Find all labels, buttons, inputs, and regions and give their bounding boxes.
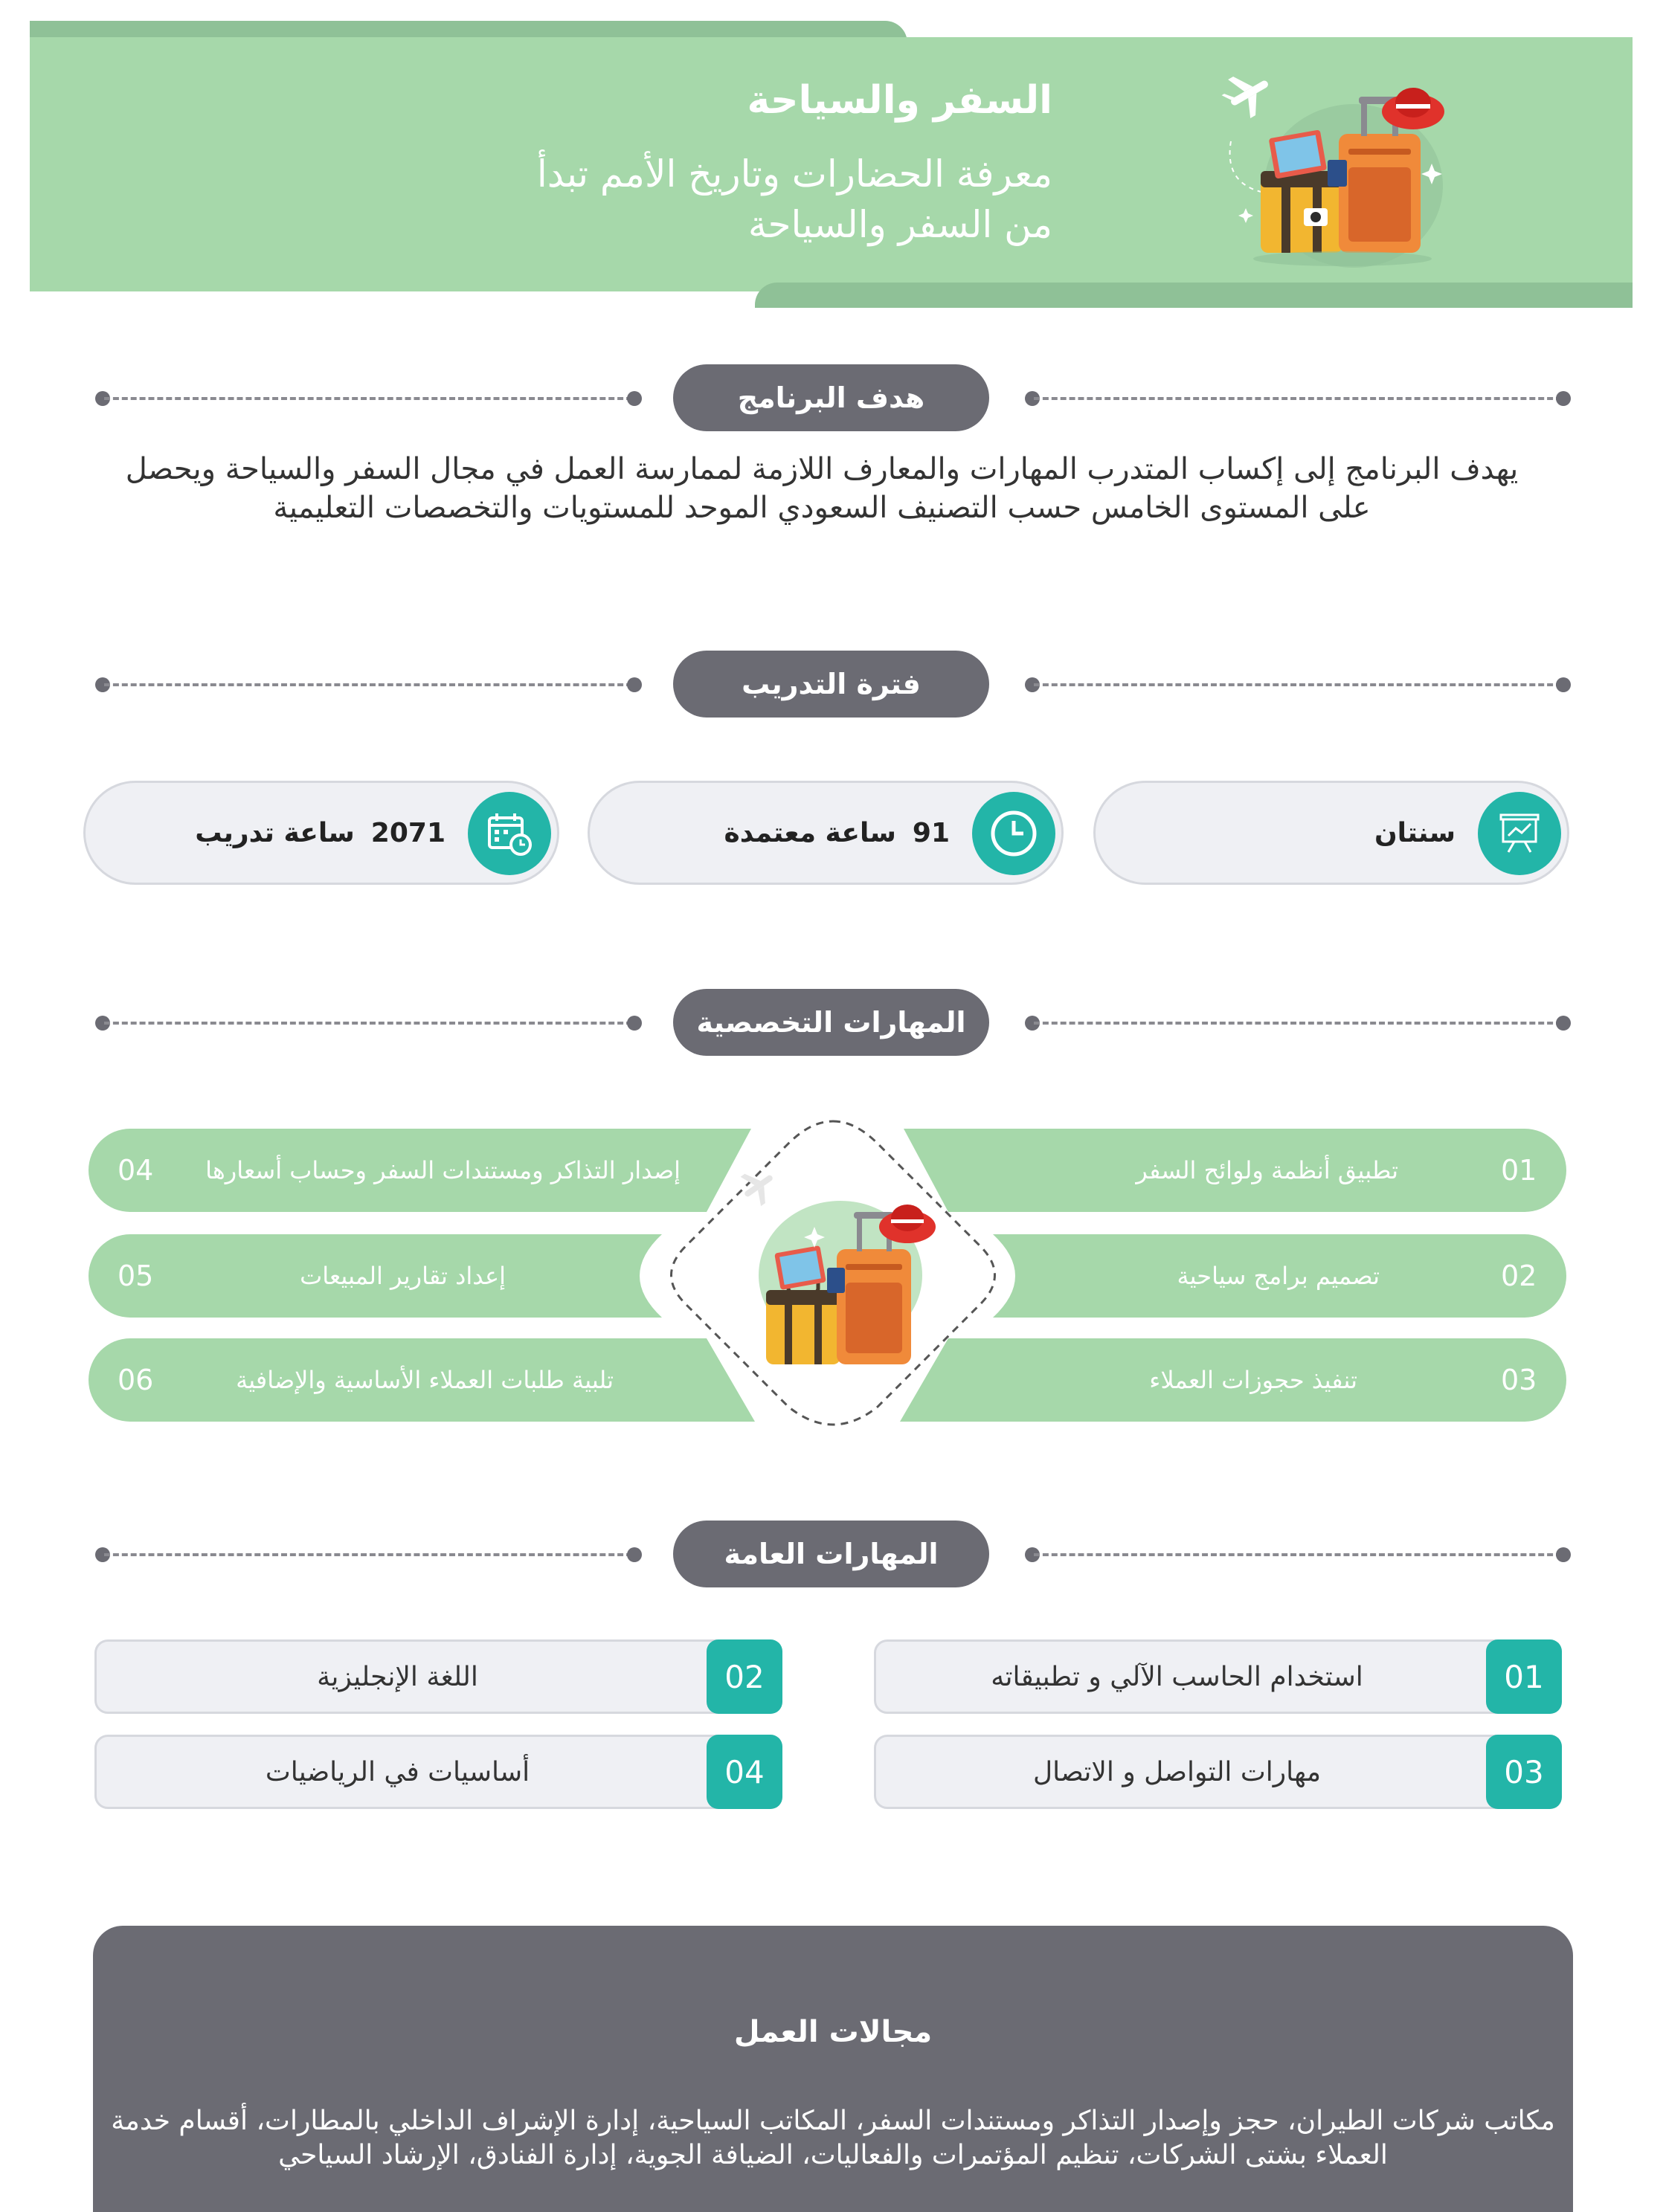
specialized-heading: المهارات التخصصية xyxy=(673,989,989,1056)
goal-heading: هدف البرنامج xyxy=(673,364,989,431)
divider-line xyxy=(104,1022,632,1025)
period-credit-text xyxy=(724,783,950,883)
work-fields-panel xyxy=(93,1926,1573,2212)
general-skill-num-02: 02 xyxy=(707,1639,782,1714)
general-skill-01 xyxy=(874,1639,1562,1714)
divider-dot xyxy=(1556,677,1571,692)
goal-text: يهدف البرنامج إلى إكساب المتدرب المهارات والمعارف اللازمة لممارسة العمل في مجال السفر والسياحة ويحصل على المستوى الخامس حسب التصنيف السعودي الموحد للمستويات والتخصصات التعليمية xyxy=(125,452,1519,525)
page-title: السفر والسياحة xyxy=(747,78,1052,123)
skill-text-03: تنفيذ حجوزات العملاء xyxy=(1149,1366,1357,1394)
skill-text-02: تصميم برامج سياحية xyxy=(1177,1262,1380,1290)
general-heading: المهارات العامة xyxy=(673,1521,989,1587)
specialized-section-header xyxy=(0,989,1666,1056)
skill-num-01: 01 xyxy=(1501,1154,1537,1187)
period-training-value: 2071 xyxy=(370,817,446,848)
general-skill-num-01: 01 xyxy=(1486,1639,1562,1714)
banner-bottom-band xyxy=(755,283,1633,308)
skill-text-04: إصدار التذاكر ومستندات السفر وحساب أسعارها xyxy=(205,1156,681,1184)
page-subtitle: معرفة الحضارات وتاريخ الأمم تبدأ من السفر والسياحة xyxy=(536,152,1052,246)
divider-line xyxy=(1034,397,1562,400)
clock-icon-glyph xyxy=(988,807,1040,860)
general-skill-03 xyxy=(874,1735,1562,1809)
divider-dot xyxy=(1556,1016,1571,1031)
luggage-illustration-icon xyxy=(1216,59,1454,283)
clock-icon xyxy=(972,792,1055,875)
presentation-board-icon xyxy=(1478,792,1561,875)
period-duration-text xyxy=(1374,783,1456,883)
general-skill-text-01: استخدام الحاسب الآلي و تطبيقاته xyxy=(991,1661,1363,1692)
divider-line xyxy=(1034,1553,1562,1556)
skill-text-01: تطبيق أنظمة ولوائح السفر xyxy=(1136,1156,1398,1184)
center-suitcase-icon xyxy=(654,1115,1012,1435)
skill-text-05: إعداد تقارير المبيعات xyxy=(300,1262,506,1290)
general-skill-text-03: مهارات التواصل و الاتصال xyxy=(1033,1756,1321,1787)
skill-num-02: 02 xyxy=(1501,1260,1537,1292)
skill-num-03: 03 xyxy=(1501,1364,1537,1396)
skill-num-05: 05 xyxy=(118,1260,154,1292)
general-skill-text-04: أساسيات في الرياضيات xyxy=(265,1756,530,1787)
period-duration-label: سنتان xyxy=(1374,817,1456,848)
divider-dot xyxy=(1556,1547,1571,1562)
specialized-skills xyxy=(0,1115,1666,1435)
calendar-clock-icon xyxy=(468,792,551,875)
divider-dot xyxy=(627,677,642,692)
period-credit-label: ساعة معتمدة xyxy=(724,817,896,848)
divider-line xyxy=(1034,1022,1562,1025)
period-training-text xyxy=(195,783,446,883)
divider-line xyxy=(104,683,632,686)
general-skill-num-04: 04 xyxy=(707,1735,782,1809)
general-skill-04 xyxy=(94,1735,782,1809)
skill-num-06: 06 xyxy=(118,1364,154,1396)
work-fields-text: مكاتب شركات الطيران، حجز وإصدار التذاكر ومستندات السفر، المكاتب السياحية، إدارة الإشراف الداخلي بالمطارات، أقسام خدمة العملاء بشتى الشركات، تنظيم المؤتمرات والفعاليات، الضيافة الجوية، إدارة الفنادق، الإرشاد السياحي xyxy=(111,2106,1555,2170)
period-credit-value: 91 xyxy=(912,817,950,848)
period-training-label: ساعة تدريب xyxy=(195,817,355,848)
general-skill-02 xyxy=(94,1639,782,1714)
divider-line xyxy=(104,397,632,400)
period-card-training-hours xyxy=(83,781,559,885)
training-heading: فترة التدريب xyxy=(673,651,989,718)
skill-num-04: 04 xyxy=(118,1154,154,1187)
skill-text-06: تلبية طلبات العملاء الأساسية والإضافية xyxy=(236,1366,614,1394)
work-fields-heading: مجالات العمل xyxy=(733,2015,933,2049)
divider-line xyxy=(1034,683,1562,686)
period-card-credit-hours xyxy=(588,781,1064,885)
calendar-clock-icon-glyph xyxy=(485,809,534,858)
divider-dot xyxy=(1556,391,1571,406)
general-skill-num-03: 03 xyxy=(1486,1735,1562,1809)
period-card-duration xyxy=(1093,781,1569,885)
training-section-header xyxy=(0,651,1666,718)
general-skill-text-02: اللغة الإنجليزية xyxy=(317,1661,478,1692)
divider-dot xyxy=(627,391,642,406)
divider-dot xyxy=(627,1547,642,1562)
divider-dot xyxy=(627,1016,642,1031)
general-section-header xyxy=(0,1521,1666,1587)
goal-section-header xyxy=(0,364,1666,431)
divider-line xyxy=(104,1553,632,1556)
presentation-board-icon-glyph xyxy=(1496,810,1543,857)
